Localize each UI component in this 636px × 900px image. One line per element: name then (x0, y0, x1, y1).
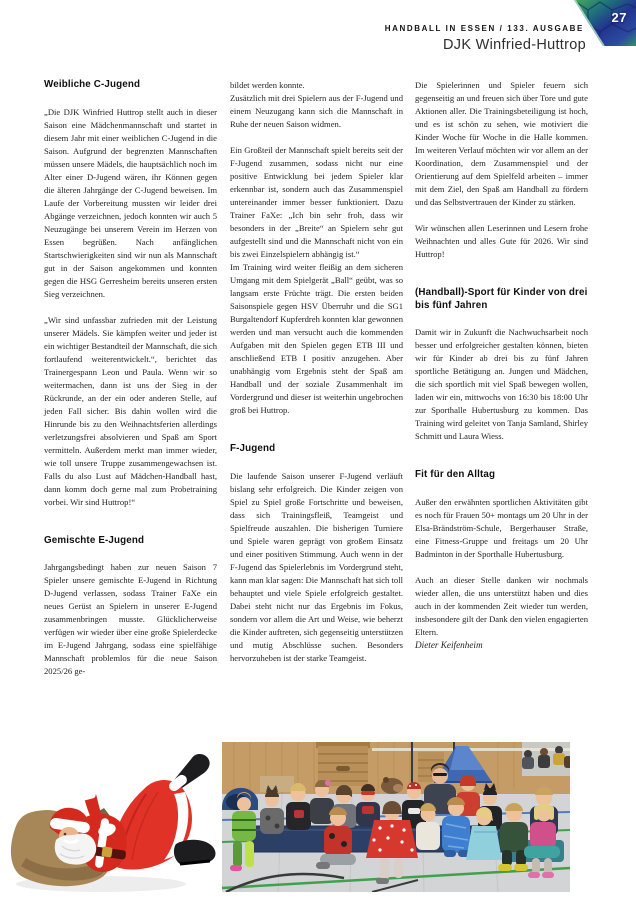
article-paragraph: Die Spielerinnen und Spieler feuern sich gegenseitig an und freuen sich über Tore und gute Aktionen aller. Die Trainingsbeteiligung ist hoch, und es ist schön zu sehen, wie motiviert die Kinder Woche für Woche in die Halle kommen. Im weiteren Verlauf möchten wir vor allem an der Koordination, dem Zusammenspiel und der Orientierung auf dem Spielfeld arbeiten – immer mit dem Ziel, den Spaß am Handball zu fördern und das Selbstvertrauen der Kinder zu stärken. (415, 80, 588, 207)
page-number: 27 (611, 10, 627, 25)
author-signature: Dieter Keifenheim (415, 639, 483, 650)
santa-lower-boot (174, 840, 216, 864)
article-paragraph: Ein Großteil der Mannschaft spielt bereits seit der F-Jugend zusammen, sodass nicht nur eine positive Entwicklung bei jedem Spieler klar erkennbar ist, sondern auch das Zusammenspiel untereinander immer besser funktioniert. Dazu Trainer FaXe: „Ich bin sehr froh, dass wir besonders in der „Breite“ an Spielern sehr gut aufgestellt sind und die Mannschaft nicht von ein bis zwei Einzelspielern abhängig ist.“ (230, 145, 403, 259)
section-heading: F-Jugend (230, 443, 276, 454)
article-column-1 (44, 79, 217, 678)
article-paragraph: Zusätzlich mit drei Spielern aus der F-Jugend und einem Neuzugang kann sich die Mannschaft in Ruhe der neuen Saison widmen. (230, 93, 403, 129)
section-heading: (Handball)-Sport für Kinder von drei bis fünf Jahren (415, 287, 588, 311)
article-paragraph: „Die DJK Winfried Huttrop stellt auch in dieser Saison eine Mädchenmannschaft und startet in diesem Jahr mit einer weiblichen C-Jugend in die Saison. Aufgrund der begrenzten Mannschaften müssen unsere Mädels, die hauptsächlich noch im Alter einer D-Jugend wären, ihr Können gegen die älteren Jahrgänge der C-Jugend beweisen. Im Laufe der Vorbereitung mussten wir leider drei Abgänge verzeichnen, jedoch konnten wir auch 5 Neuzugänge bei unserem Verein im Herzen von Essen begrüßen. Nach anfänglichen Startschwierigkeiten sind wir nun als Mannschaft gut in der Saison angekommen und konnten gegen die HSG Gerresheim bereits unseren ersten Sieg verzeichnen. (44, 106, 217, 299)
santa-image (6, 748, 218, 898)
article-paragraph: bildet werden konnte. (230, 80, 305, 90)
section-heading: Fit für den Alltag (415, 469, 496, 480)
article-column-2 (230, 79, 403, 665)
section-heading: Gemischte E-Jugend (44, 534, 145, 546)
team-photo (222, 742, 570, 892)
article-paragraph: Damit wir in Zukunft die Nachwuchsarbeit noch besser und erfolgreicher gestalten können, bieten wir für Kinder ab drei bis zu fünf Jahren sportliche Betätigung an. Jungen und Mädchen, die sich sportlich mit viel Spaß bewegen wollen, laden wir ein, mittwochs von 16:30 bis 18:00 Uhr zur Sporthalle Hubertusburg zu kommen. Das Training wird geleitet von Tanja Samland, Shirley Schmitt und Laura Wiess. (415, 327, 588, 441)
article-paragraph: „Wir sind unfassbar zufrieden mit der Leistung unserer Mädels. Sie kämpfen weiter und jeder ist ein wichtiger Bestandteil der Mannschaft, die sich fortlaufend weiterentwickelt.“, berichtet das Trainergespann Leon und Paula. Wenn wir so weitermachen, dann ist uns der Sieg in der Rückrunde, an der ein oder anderen Stelle, auf jeden Fall sicher. Bis dahin wollen wird die Hinrunde bis zu den Weihnachtsferien allerdings verletzungsfrei absolvieren und Spaß am Sport vermitteln. Außerdem merkt man immer wieder, wie toll unsere Truppe zusammengewachsen ist. Falls du also Lust auf Mädchen-Handball hast, dann komm doch gerne mal zum Probetraining vorbei. Wir sind Huttrop!“ (44, 314, 217, 507)
article-paragraph: Im Training wird weiter fleißig an dem sicheren Umgang mit dem Spielgerät „Ball“ geübt, was so langsam erste Früchte trägt. Die ersten beiden Saisonspiele gegen HSV Überruhr und die SG1 Burgaltendorf Kupferdreh konnten klar gewonnen werden und man versucht auch die kommenden Aufgaben mit den Spielen gegen ETB III und anschließend ETB I positiv anzugehen. Aber unabhängig vom Ergebnis steht der Spaß am Handball und der soziale Zusammenhalt im Vordergrund und dieser ist weiterhin ungebrochen groß bei Huttrop. (230, 262, 403, 415)
santa-raised-boot (167, 754, 210, 793)
article-paragraph: Jahrgangsbedingt haben zur neuen Saison 7 Spieler unsere gemischte E-Jugend in Richtung D-Jugend verlassen, sodass Trainer FaXe ein neues Gerüst an Spielern in unserer E-Jugend zusammenbringen musste. Glücklicherweise verfügen wir wieder über eine große Spielerdecke im E-Jugend Jahrgang, sodass eine spielfähige Mannschaft problemlos für die neue Saison 2025/26 ge- (44, 562, 217, 676)
page-title: DJK Winfried-Huttrop (443, 37, 586, 53)
issue-header: HANDBALL IN ESSEN / 133. AUSGABE (384, 24, 584, 33)
page-corner-graphic (570, 0, 636, 48)
santa-illustration (6, 748, 218, 898)
article-paragraph: Außer den erwähnten sportlichen Aktivitäten gibt es noch für Frauen 50+ montags um 20 Uhr in der Elsa-Brändström-Schule, Bergerhauser Straße, eine Fitness-Gruppe und freitags um 20 Uhr Badminton in der Sporthalle Hubertusburg. (415, 496, 588, 559)
article-column-3 (415, 79, 588, 652)
santa-body (80, 780, 192, 872)
article-paragraph: Die laufende Saison unserer F-Jugend verläuft bislang sehr erfolgreich. Die Kinder zeigen von Spiel zu Spiel große Fortschritte und beweisen, dass sich Trainingsfleiß, Teamgeist und Spielfreude auszahlen. Die bisherigen Turniere und Spiele waren geprägt von großem Einsatz und einer positiven Stimmung. Auch wenn in der F-Jugend das Spielerlebnis im Vordergrund steht, kann man klar sagen: Die Mannschaft hat sich toll behauptet und viele Spiele erfolgreich gestaltet. Dabei steht nicht nur das Ergebnis im Fokus, sondern vor allem die Art und Weise, wie beherzt die Kinder auftreten, sich gegenseitig unterstützen und mutig Abschlüsse suchen. Besonders hervorzuheben ist der starke Teamgeist. (230, 470, 403, 663)
article-paragraph: Auch an dieser Stelle danken wir nochmals wieder allen, die uns unterstützt haben und dies auch in der kommenden Zeit wieder tun werden, insbesondere gilt der Dank den vielen engagierten Eltern. (415, 574, 588, 637)
section-heading: Weibliche C-Jugend (44, 79, 141, 90)
article-paragraph: Wir wünschen allen Leserinnen und Lesern frohe Weihnachten und alles Gute für 2026. Wir sind Huttrop! (415, 223, 588, 259)
gym-photo-illustration (222, 742, 570, 892)
